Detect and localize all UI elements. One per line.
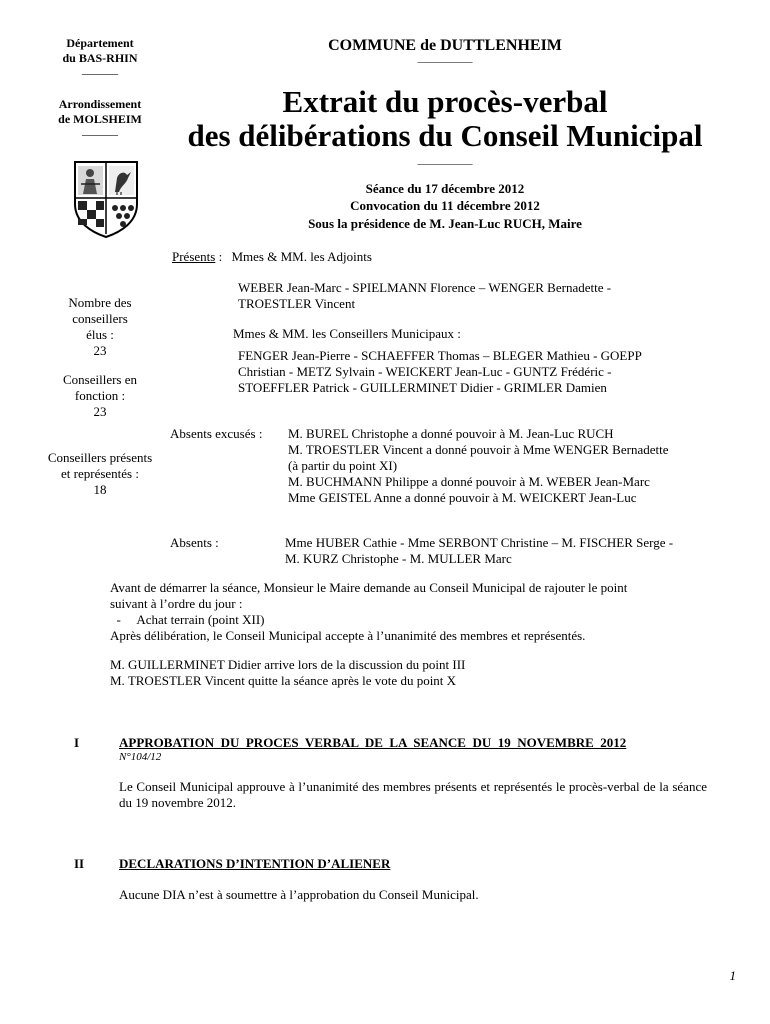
adjoints-label: Mmes & MM. les Adjoints	[231, 249, 372, 264]
excuses-label: Absents excusés :	[170, 426, 263, 441]
dept-rule: ———	[82, 66, 118, 80]
arr-rule: ———	[82, 127, 118, 141]
section-1-body: Le Conseil Municipal approuve à l’unanimité des membres présents et représentés le procès-verbal de la séance du 19 novembre 2012.	[119, 779, 707, 810]
arr-line-2: de MOLSHEIM	[58, 112, 142, 126]
convocation-date: Convocation du 11 décembre 2012	[350, 198, 540, 213]
presidence: Sous la présidence de M. Jean-Luc RUCH, Maire	[308, 216, 582, 231]
adjoints-line-2: TROESTLER Vincent	[238, 296, 356, 311]
section-2-number: II	[74, 856, 85, 871]
intro-paragraph	[110, 580, 730, 644]
absents-label: Absents :	[170, 535, 219, 550]
commune-name: COMMUNE de DUTTLENHEIM	[328, 37, 562, 54]
intro-line-1: Avant de démarrer la séance, Monsieur le Maire demande au Conseil Municipal de rajouter le point	[110, 580, 628, 595]
section-1-ref: N°104/12	[119, 751, 162, 763]
stat-presents-value: 18	[93, 482, 107, 497]
stat-elus-value: 23	[93, 343, 107, 358]
conseillers-line-1: FENGER Jean-Pierre - SCHAEFFER Thomas – BLEGER Mathieu - GOEPP	[238, 348, 642, 363]
title-line-1: Extrait du procès-verbal	[282, 84, 608, 119]
excuses-line-2: M. TROESTLER Vincent a donné pouvoir à Mme WENGER Bernadette	[288, 442, 669, 457]
arrondissement-block	[40, 97, 160, 142]
conseillers-label: Mmes & MM. les Conseillers Municipaux :	[233, 326, 461, 341]
note-line-1: M. GUILLERMINET Didier arrive lors de la discussion du point III	[110, 657, 466, 672]
stat-presents	[30, 450, 170, 498]
intro-line-4: Après délibération, le Conseil Municipal accepte à l’unanimité des membres et représentés.	[110, 628, 586, 643]
absents-line-1: Mme HUBER Cathie - Mme SERBONT Christine – M. FISCHER Serge -	[285, 535, 674, 550]
excuses-list	[288, 426, 728, 506]
seance-date: Séance du 17 décembre 2012	[365, 181, 525, 196]
absents-line-2: M. KURZ Christophe - M. MULLER Marc	[285, 551, 512, 566]
stat-elus	[40, 295, 160, 359]
stat-presents-2: et représentés :	[61, 466, 139, 481]
presents-colon: :	[215, 249, 223, 264]
stat-elus-2: conseillers	[72, 311, 128, 326]
stat-elus-3: élus :	[86, 327, 114, 342]
excuses-line-1: M. BUREL Christophe a donné pouvoir à M. Jean-Luc RUCH	[288, 426, 614, 441]
presents-row	[172, 249, 472, 265]
intro-line-2: suivant à l’ordre du jour :	[110, 596, 243, 611]
note-line-2: M. TROESTLER Vincent quitte la séance après le vote du point X	[110, 673, 457, 688]
adjoints-list	[238, 280, 718, 312]
absents-list	[285, 535, 725, 567]
section-2-title: DECLARATIONS D’INTENTION D’ALIENER	[119, 856, 391, 871]
stat-fonction-2: fonction :	[74, 388, 126, 403]
intro-line-3: - Achat terrain (point XII)	[110, 612, 265, 627]
arr-line-1: Arrondissement	[58, 97, 142, 111]
page-number: 1	[729, 968, 736, 983]
stat-fonction	[40, 372, 160, 420]
section-1-number: I	[74, 735, 80, 750]
title-line-2: des délibérations du Conseil Municipal	[187, 118, 703, 153]
excuses-line-5: Mme GEISTEL Anne a donné pouvoir à M. WEICKERT Jean-Luc	[288, 490, 637, 505]
excuses-line-4: M. BUCHMANN Philippe a donné pouvoir à M. WEBER Jean-Marc	[288, 474, 650, 489]
coat-of-arms-icon	[73, 160, 139, 238]
presents-label: Présents	[172, 249, 216, 264]
header-rule-2: —————	[417, 158, 473, 170]
conseillers-line-3: STOEFFLER Patrick - GUILLERMINET Didier - GRIMLER Damien	[238, 380, 607, 395]
stat-elus-1: Nombre des	[68, 295, 132, 310]
departement-block	[40, 36, 160, 81]
dept-line-1: Département	[66, 36, 134, 50]
stat-fonction-1: Conseillers en	[62, 372, 137, 387]
excuses-line-3: (à partir du point XI)	[288, 458, 398, 473]
header-rule-1: —————	[417, 56, 473, 68]
conseillers-list	[238, 348, 718, 396]
stat-fonction-value: 23	[93, 404, 107, 419]
section-1-title: APPROBATION DU PROCES VERBAL DE LA SEANCE DU 19 NOVEMBRE 2012	[119, 735, 627, 750]
adjoints-line-1: WEBER Jean-Marc - SPIELMANN Florence – WENGER Bernadette -	[238, 280, 612, 295]
dept-line-2: du BAS-RHIN	[62, 51, 138, 65]
intro-notes	[110, 657, 730, 689]
stat-presents-1: Conseillers présents	[47, 450, 153, 465]
conseillers-line-2: Christian - METZ Sylvain - WEICKERT Jean-Luc - GUNTZ Frédéric -	[238, 364, 612, 379]
section-2-body: Aucune DIA n’est à soumettre à l’approbation du Conseil Municipal.	[119, 887, 479, 902]
